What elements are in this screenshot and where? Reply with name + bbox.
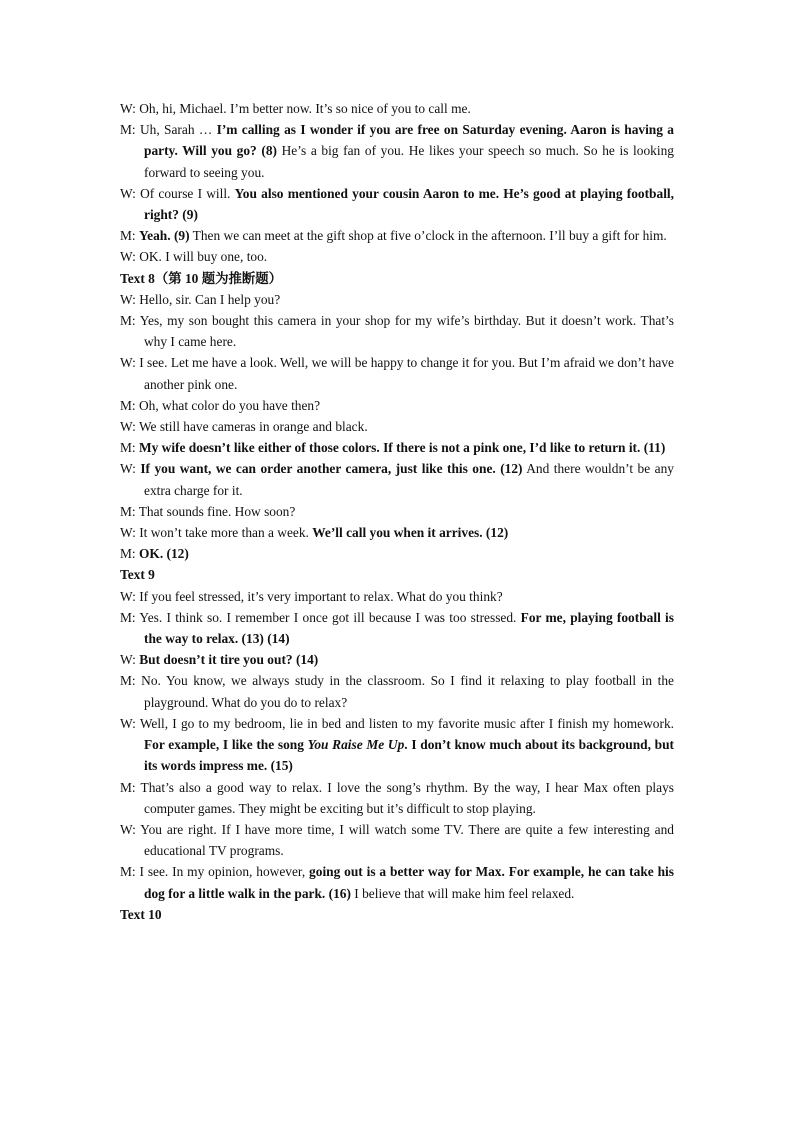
dialogue-turn	[120, 861, 674, 903]
dialogue-text: He’s a big fan of you. He likes your speech so much. So he is looking forward to seeing you.	[144, 143, 674, 180]
dialogue-text: W: Oh, hi, Michael. I’m better now. It’s so nice of you to call me.	[120, 101, 471, 116]
dialogue-text: W: Hello, sir. Can I help you?	[120, 291, 281, 307]
answer-key-text: OK. (12)	[138, 546, 189, 562]
dialogue-text: M:	[120, 440, 139, 456]
dialogue-text: W: We still have cameras in orange and black.	[120, 419, 368, 435]
emphasis-text: You Raise Me Up	[307, 737, 405, 753]
dialogue-turn	[120, 352, 674, 394]
dialogue-turn	[120, 246, 674, 267]
dialogue-turn	[120, 437, 674, 458]
dialogue-turn	[120, 586, 674, 607]
dialogue-text: I believe that will make him feel relaxed.	[350, 885, 575, 901]
dialogue-turn	[120, 395, 674, 416]
dialogue-text: W:	[120, 461, 141, 477]
dialogue-text: W: Of course I will.	[120, 185, 235, 201]
answer-key-text: Text 9	[120, 567, 155, 583]
dialogue-turn	[120, 458, 674, 500]
answer-key-text: If you want, we can order another camera, just like this one. (12)	[140, 461, 523, 477]
dialogue-text: M: I see. In my opinion, however,	[120, 864, 310, 880]
section-heading	[120, 904, 674, 925]
answer-key-text: I’m calling as I wonder if you are free on Saturday evening. Aaron is having a party. Will you go? (8)	[144, 122, 674, 159]
dialogue-text: M: Uh, Sarah …	[120, 122, 217, 138]
section-heading	[120, 268, 674, 289]
dialogue-text: M: Yes. I think so. I remember I once got ill because I was too stressed.	[120, 609, 521, 625]
answer-key-text: For me, playing football is the way to relax. (13) (14)	[144, 609, 674, 647]
dialogue-text: M:	[120, 546, 139, 562]
dialogue-text: W: I see. Let me have a look. Well, we will be happy to change it for you. But I’m afraid we don’t have another pink one.	[120, 355, 674, 392]
dialogue-text: M: That’s also a good way to relax. I love the song’s rhythm. By the way, I hear Max often plays computer games. They might be exciting but it’s difficult to stop playing.	[120, 779, 674, 816]
dialogue-text: M: No. You know, we always study in the classroom. So I find it relaxing to play football in the playground. What do you do to relax?	[120, 673, 674, 710]
answer-key-text: Text 10	[120, 906, 162, 922]
dialogue-turn	[120, 670, 674, 712]
dialogue-turn	[120, 649, 674, 670]
dialogue-text: And there wouldn’t be any extra charge for it.	[144, 461, 674, 498]
dialogue-turn	[120, 289, 674, 310]
dialogue-turn	[120, 183, 674, 225]
answer-key-text: We’ll call you when it arrives. (12)	[312, 525, 509, 541]
dialogue-turn	[120, 819, 674, 861]
answer-key-text: Yeah. (9)	[138, 228, 190, 244]
dialogue-text: W: It won’t take more than a week.	[120, 525, 313, 541]
dialogue-text: W: You are right. If I have more time, I will watch some TV. There are quite a few interesting and educational TV programs.	[120, 821, 674, 859]
dialogue-turn	[120, 713, 674, 777]
dialogue-text: Then we can meet at the gift shop at five o’clock in the afternoon. I’ll buy a gift for him.	[189, 228, 667, 244]
dialogue-turn	[120, 416, 674, 437]
answer-key-text: . I don’t know much about its background, but its words impress me. (15)	[144, 737, 674, 774]
answer-key-text: going out is a better way for Max. For example, he can take his dog for a little walk in the park. (16)	[144, 864, 674, 901]
dialogue-text: M: Yes, my son bought this camera in your shop for my wife’s birthday. But it doesn’t work. That’s why I came here.	[120, 313, 674, 350]
dialogue-text: W:	[120, 652, 140, 668]
dialogue-turn	[120, 777, 674, 819]
dialogue-text: W: OK. I will buy one, too.	[120, 249, 268, 265]
dialogue-text: M: Oh, what color do you have then?	[120, 397, 321, 413]
dialogue-text: M: That sounds fine. How soon?	[120, 503, 296, 519]
answer-key-text: You also mentioned your cousin Aaron to me. He’s good at playing football, right? (9)	[144, 185, 674, 223]
dialogue-turn	[120, 543, 674, 564]
dialogue-turn	[120, 501, 674, 522]
dialogue-turn	[120, 522, 674, 543]
dialogue-turn	[120, 310, 674, 352]
answer-key-text: My wife doesn’t like either of those colors. If there is not a pink one, I’d like to return it. (11)	[138, 440, 666, 456]
dialogue-turn	[120, 119, 674, 183]
answer-key-text: But doesn’t it tire you out? (14)	[139, 652, 319, 668]
answer-key-text: Text 8（第 10 题为推断题）	[120, 270, 283, 286]
transcript-body	[120, 98, 674, 925]
dialogue-text: W: If you feel stressed, it’s very important to relax. What do you think?	[120, 588, 503, 604]
dialogue-text: W: Well, I go to my bedroom, lie in bed and listen to my favorite music after I finish my homework.	[120, 715, 674, 731]
dialogue-turn	[120, 607, 674, 649]
section-heading	[120, 564, 674, 585]
answer-key-text	[308, 737, 405, 752]
dialogue-turn	[120, 98, 674, 119]
dialogue-turn	[120, 225, 674, 246]
dialogue-text: M:	[120, 228, 139, 244]
answer-key-text: For example, I like the song	[144, 737, 308, 753]
